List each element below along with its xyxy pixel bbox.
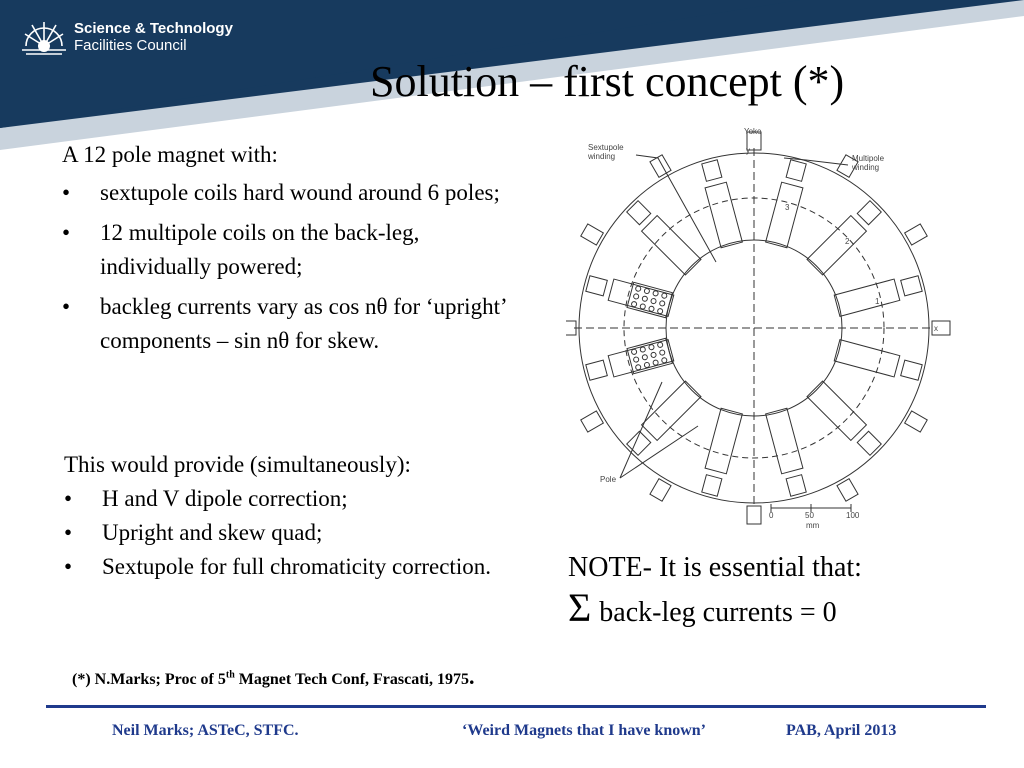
backleg-coil-outer xyxy=(747,506,761,524)
conductor xyxy=(642,296,648,302)
conductor xyxy=(642,354,648,360)
conductor xyxy=(650,298,656,304)
logo-line2: Facilities Council xyxy=(74,37,187,54)
multipole-coil xyxy=(586,276,608,296)
pole xyxy=(705,182,742,248)
concept-description xyxy=(62,138,532,364)
scale-unit: mm xyxy=(806,521,820,530)
coil-number-1: 1 xyxy=(875,297,880,306)
multipole-coil xyxy=(786,475,806,497)
backleg-coil-outer xyxy=(581,224,604,245)
slide-title: Solution – first concept (*) xyxy=(370,57,845,106)
provides-lead: This would provide (simultaneously): xyxy=(64,452,411,477)
provides-bullet: • Upright and skew quad; xyxy=(64,520,323,545)
backleg-coil-outer xyxy=(650,155,671,178)
scale-tick-50: 50 xyxy=(805,511,814,520)
sextupole-coil xyxy=(627,338,672,373)
provides-bullet: • H and V dipole correction; xyxy=(64,486,348,511)
logo-line1: Science & Technology xyxy=(74,20,233,37)
backleg-coil-outer xyxy=(905,224,928,245)
reference-end: . xyxy=(469,664,475,689)
multipole-winding-label-2: winding xyxy=(852,163,880,172)
stfc-logo xyxy=(20,16,233,58)
concept-bullets xyxy=(62,176,532,358)
provides-bullet: • Sextupole for full chromaticity correction. xyxy=(64,554,491,579)
y-axis-label: y xyxy=(746,146,750,155)
pole xyxy=(705,408,742,474)
concept-bullet: • 12 multipole coils on the back-leg, individually powered; xyxy=(62,220,420,279)
multipole-coil xyxy=(702,160,722,182)
multipole-coil xyxy=(901,276,923,296)
provides-bullets xyxy=(64,482,534,584)
multipole-coil xyxy=(586,360,608,380)
note-block xyxy=(568,548,862,633)
concept-lead: A 12 pole magnet with: xyxy=(62,142,278,167)
pole xyxy=(766,408,803,474)
backleg-coil-outer xyxy=(581,411,604,432)
sunburst-icon xyxy=(20,16,68,58)
sextupole-coil xyxy=(627,282,672,317)
pole-label: Pole xyxy=(600,475,617,484)
yoke-label: Yoke xyxy=(744,127,762,136)
provides-bullet-text: H and V dipole correction; xyxy=(102,486,348,511)
concept-bullet: • sextupole coils hard wound around 6 poles; xyxy=(62,180,500,205)
coil-number-2: 2 xyxy=(845,237,850,246)
footer-talk-title: ‘Weird Magnets that I have known’ xyxy=(462,722,707,739)
reference-citation xyxy=(72,664,475,690)
multipole-coil xyxy=(786,160,806,182)
magnet-cross-section-diagram xyxy=(566,120,956,540)
x-axis-label: x xyxy=(934,324,938,333)
provides-bullet-text: Sextupole for full chromaticity correction. xyxy=(102,554,491,579)
multipole-coil xyxy=(702,475,722,497)
concept-bullet: • backleg currents vary as cos nθ for ‘upright’ components – sin nθ for skew. xyxy=(62,294,506,353)
conductor xyxy=(650,352,656,358)
pole xyxy=(834,340,900,377)
conductor xyxy=(633,293,639,299)
sigma-symbol: Σ xyxy=(568,585,592,630)
provides-block xyxy=(64,448,534,584)
provides-bullet-text: Upright and skew quad; xyxy=(102,520,323,545)
footer-author: Neil Marks; ASTeC, STFC. xyxy=(112,722,299,739)
backleg-coil-outer xyxy=(837,479,858,502)
multipole-winding-label: Multipole xyxy=(852,154,885,163)
conductor xyxy=(659,300,665,306)
footer-venue: PAB, April 2013 xyxy=(786,722,897,739)
reference-prefix: (*) N.Marks; Proc of 5 xyxy=(72,671,226,688)
multipole-coil xyxy=(901,360,923,380)
note-line2: back-leg currents = 0 xyxy=(599,597,837,628)
sextupole-winding-block xyxy=(627,338,672,373)
pole xyxy=(834,279,900,316)
conductor xyxy=(633,357,639,363)
sextupole-winding-block xyxy=(627,282,672,317)
note-line1: NOTE- It is essential that: xyxy=(568,552,862,583)
scale-tick-100: 100 xyxy=(846,511,860,520)
reference-sup: th xyxy=(225,669,235,681)
backleg-coil-outer xyxy=(650,479,671,502)
pole xyxy=(766,182,803,248)
coil-number-3: 3 xyxy=(785,203,790,212)
sextupole-winding-label-2: winding xyxy=(588,152,616,161)
conductor xyxy=(659,350,665,356)
reference-suffix: Magnet Tech Conf, Frascati, 1975 xyxy=(234,671,469,688)
sextupole-winding-label: Sextupole xyxy=(588,143,624,152)
concept-bullet-text: sextupole coils hard wound around 6 poles; xyxy=(100,180,500,205)
backleg-coil-outer xyxy=(905,411,928,432)
concept-bullet-text: 12 multipole coils on the back-leg, individually powered; xyxy=(100,220,420,279)
scale-tick-0: 0 xyxy=(769,511,774,520)
footer-divider xyxy=(46,705,986,708)
concept-bullet-text: backleg currents vary as cos nθ for ‘upright’ components – sin nθ for skew. xyxy=(100,294,506,353)
